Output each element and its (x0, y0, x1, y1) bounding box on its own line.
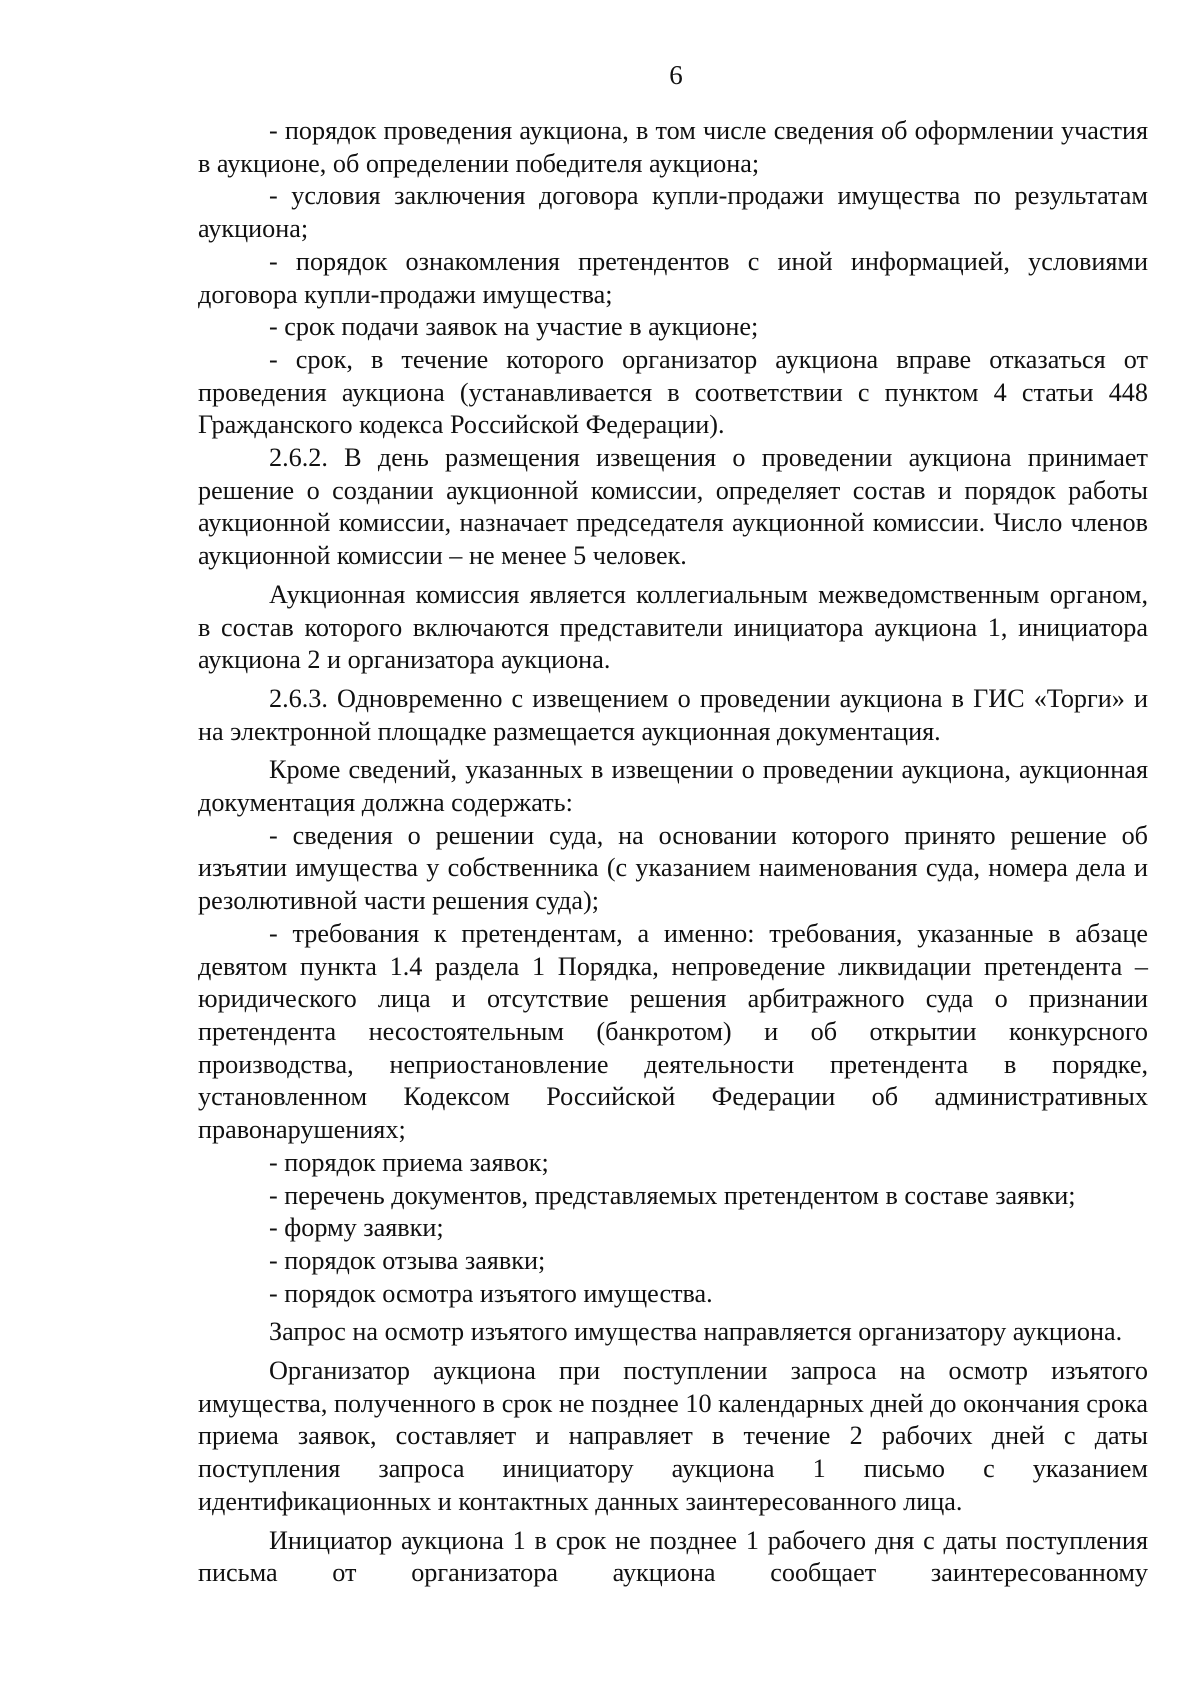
paragraph-commission: Аукционная комиссия является коллегиальным межведомственным органом, в состав которого включаются представители инициатора аукциона 1, инициатора аукциона 2 и организатора аукциона. (198, 579, 1148, 675)
list-item-contract-conditions: - условия заключения договора купли-продажи имущества по результатам аукциона; (198, 181, 1148, 244)
list-item-application-form: - форму заявки; (269, 1213, 444, 1243)
list-item-familiarization-procedure: - порядок ознакомления претендентов с иной информацией, условиями договора купли-продажи имущества; (198, 246, 1148, 309)
page-number: 6 (669, 60, 683, 90)
list-item-refusal-deadline: - срок, в течение которого организатор аукциона вправе отказаться от проведения аукциона (устанавливается в соответствии с пунктом 4 статьи 448 Гражданского кодекса Российской Федерации). (198, 344, 1148, 440)
paragraph-inspection-request: Запрос на осмотр изъятого имущества направляется организатору аукциона. (269, 1317, 1123, 1347)
list-item-withdrawal-procedure: - порядок отзыва заявки; (269, 1245, 546, 1275)
list-item-auction-procedure: - порядок проведения аукциона, в том числе сведения об оформлении участия в аукционе, об определении победителя аукциона; (198, 116, 1148, 178)
list-item-application-procedure: - порядок приема заявок; (269, 1147, 549, 1177)
paragraph-documentation-contents: Кроме сведений, указанных в извещении о проведении аукциона, аукционная документация должна содержать: (198, 755, 1148, 818)
list-item-applicant-requirements: - требования к претендентам, а именно: требования, указанные в абзаце девятом пункта 1.4 раздела 1 Порядка, непроведение ликвидации претендента – юридического лица и отсутствие решения арбитражного суда о признании претендента несостоятельным (банкротом) и об открытии конкурсного производства, неприостановление деятельности претендента в порядке, установленном Кодексом Российской Федерации об административных правонарушениях; (198, 918, 1148, 1145)
document-body (198, 115, 1148, 1590)
paragraph-2-6-2: 2.6.2. В день размещения извещения о проведении аукциона принимает решение о создании аукционной комиссии, определяет состав и порядок работы аукционной комиссии, назначает председателя аукционной комиссии. Число членов аукционной комиссии – не менее 5 человек. (198, 443, 1148, 571)
list-item-inspection-procedure: - порядок осмотра изъятого имущества. (269, 1278, 713, 1308)
paragraph-initiator-actions: Инициатор аукциона 1 в срок не позднее 1 рабочего дня с даты поступления письма от организатора аукциона сообщает заинтересованному (198, 1525, 1148, 1588)
list-item-application-deadline: - срок подачи заявок на участие в аукционе; (269, 312, 759, 342)
paragraph-2-6-3: 2.6.3. Одновременно с извещением о проведении аукциона в ГИС «Торги» и на электронной площадке размещается аукционная документация. (198, 683, 1148, 746)
paragraph-organizer-actions: Организатор аукциона при поступлении запроса на осмотр изъятого имущества, полученного в срок не позднее 10 календарных дней до окончания срока приема заявок, составляет и направляет в течение 2 рабочих дней с даты поступления запроса инициатору аукциона 1 письмо с указанием идентификационных и контактных данных заинтересованного лица. (198, 1356, 1148, 1516)
list-item-documents-list: - перечень документов, представляемых претендентом в составе заявки; (269, 1180, 1076, 1210)
list-item-court-decision: - сведения о решении суда, на основании которого принято решение об изъятии имущества у собственника (с указанием наименования суда, номера дела и резолютивной части решения суда); (198, 820, 1148, 916)
